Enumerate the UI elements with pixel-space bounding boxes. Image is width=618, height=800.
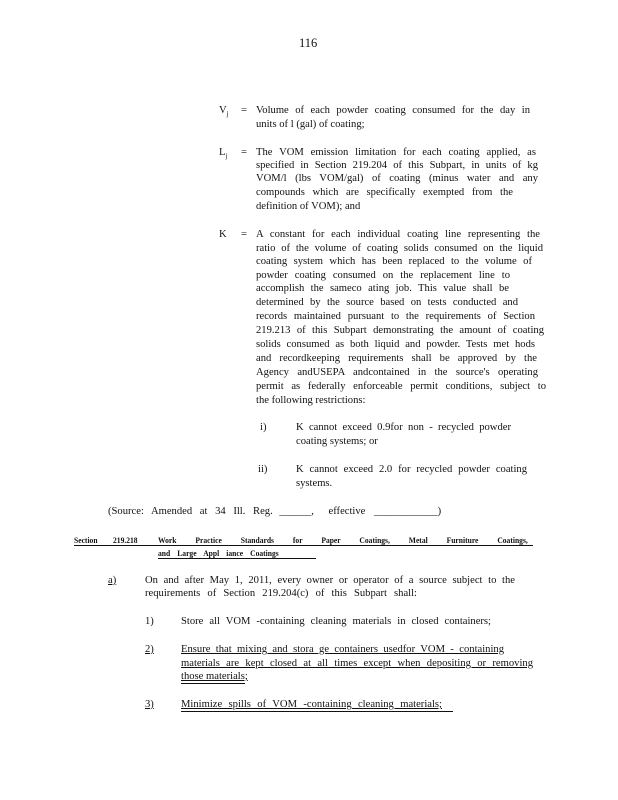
item-line: those materials; [181, 671, 248, 682]
definition-v-line: units of l (gal) of coating; [256, 119, 365, 130]
restriction-label: i) [260, 422, 267, 433]
definition-k-line: the following restrictions: [256, 395, 366, 406]
equals-sign: = [241, 105, 247, 116]
restriction-line: coating systems; or [296, 436, 378, 447]
restriction-line: K cannot exceed 2.0 for recycled powder coating [296, 464, 527, 475]
item-label: 2) [145, 644, 154, 655]
definition-k-line: coating system which has been replaced to the volume of [256, 256, 532, 267]
section-underline [74, 545, 533, 546]
definition-k-line: determined by the source based on tests conducted and [256, 297, 518, 308]
item-underline [181, 683, 245, 684]
definition-k-line: records maintained pursuant to the requirements of Section [256, 311, 535, 322]
item-label: 3) [145, 699, 154, 710]
definition-l-line: VOM/l (lbs VOM/gal) of coating (minus water and any [256, 173, 538, 184]
section-id: 219.218 [113, 535, 138, 545]
restriction-line: K cannot exceed 0.9for non - recycled powder [296, 422, 511, 433]
source-note: (Source: Amended at 34 Ill. Reg. ______, effective ____________) [108, 506, 442, 517]
definition-symbol-l: $L_j$ [219, 147, 228, 161]
item-line: Ensure that mixing and stora ge containers usedfor VOM - containing [181, 644, 504, 655]
equals-sign: = [241, 229, 247, 240]
definition-l-line: definition of VOM); and [256, 201, 361, 212]
definition-symbol-v: $V_j$ [219, 105, 229, 119]
definition-k-line: ratio of the volume of coating solids consumed on the liquid [256, 243, 543, 254]
definition-k-line: powder coating consumed on the replacement line to [256, 270, 510, 281]
section-title: Work Practice Standards for Paper Coatings, Metal Furniture Coatings, [158, 535, 528, 545]
section-underline [158, 558, 316, 559]
item-line: materials are kept closed at all times except when depositing or removing [181, 658, 533, 669]
definition-l-line: The VOM emission limitation for each coating applied, as [256, 147, 536, 158]
item-label: 1) [145, 616, 154, 627]
definition-k-line: 219.213 of this Subpart demonstrating the amount of coating [256, 325, 544, 336]
definition-l-line: specified in Section 219.204 of this Subpart, in units of kg [256, 160, 538, 171]
definition-k-line: permit as federally enforceable permit conditions, subject to [256, 381, 546, 392]
paragraph-line: requirements of Section 219.204(c) of this Subpart shall: [145, 588, 417, 599]
paragraph-label: a) [108, 575, 117, 586]
definition-k-line: accomplish the sameco ating job. This value shall be [256, 283, 509, 294]
item-line: Store all VOM -containing cleaning materials in closed containers; [181, 616, 491, 627]
restriction-label: ii) [258, 464, 268, 475]
definition-k-line: and recordkeeping requirements shall be approved by the [256, 353, 537, 364]
definition-v-line: Volume of each powder coating consumed for the day in [256, 105, 530, 116]
section-title: and Large Appl iance Coatings [158, 548, 279, 558]
definition-k-line: solids consumed as both liquid and powder. Tests met hods [256, 339, 535, 350]
restriction-line: systems. [296, 478, 333, 489]
item-underline [181, 711, 453, 712]
paragraph-line: On and after May 1, 2011, every owner or operator of a source subject to the [145, 575, 515, 586]
definition-k-line: Agency andUSEPA andcontained in the source's operating [256, 367, 538, 378]
equals-sign: = [241, 147, 247, 158]
item-line: Minimize spills of VOM -containing cleaning materials; [181, 699, 442, 710]
page-number: 116 [299, 36, 318, 50]
definition-l-line: compounds which are specifically exempted from the [256, 187, 513, 198]
definition-k-line: A constant for each individual coating line representing the [256, 229, 540, 240]
definition-symbol-k: K [219, 229, 227, 240]
section-label: Section [74, 535, 98, 545]
